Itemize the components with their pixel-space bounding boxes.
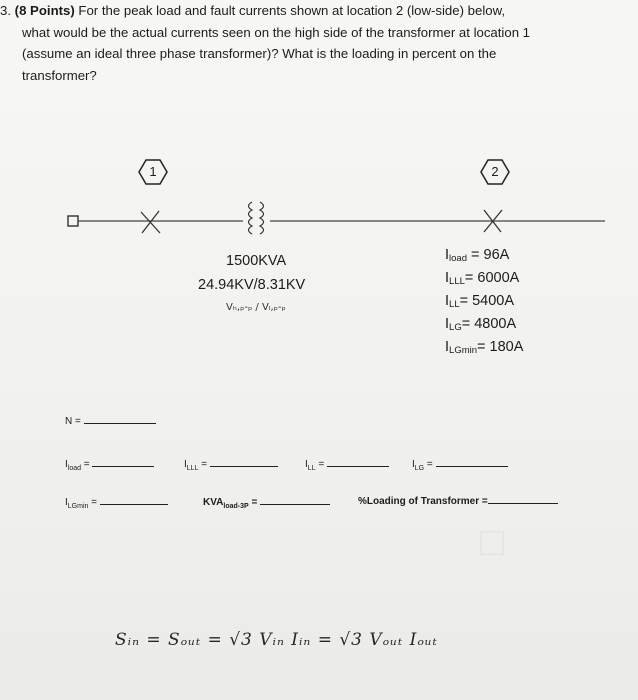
answer-ilg: $I_{LG}$ = xyxy=(412,459,508,472)
fault-lll-value: $I_{LLL}= 6000A$ xyxy=(445,270,520,287)
question-text-1: For the peak load and fault currents shown at location 2 (low-side) below, xyxy=(74,3,506,18)
answer-ill: $I_{LL}$ = xyxy=(305,459,389,472)
question-points: (8 Points) xyxy=(14,3,75,18)
transformer-primary-coil xyxy=(249,202,253,234)
location-1-marker xyxy=(138,159,168,185)
answer-ill-line[interactable] xyxy=(327,466,389,467)
bleed-through-mark: □ xyxy=(480,520,505,564)
voltage-notation: Vₕ,ₚ-ₚ / Vₗ,ₚ-ₚ xyxy=(226,302,286,313)
fault-lgmin-value: $I_{LGmin}= 180A$ xyxy=(445,339,524,356)
answer-ilg-line[interactable] xyxy=(436,466,508,467)
source-box xyxy=(68,216,78,226)
answer-iload-line[interactable] xyxy=(92,466,154,467)
location-2-marker xyxy=(480,159,510,185)
answer-loading-line[interactable] xyxy=(488,503,558,504)
transformer-secondary-coil xyxy=(260,202,264,234)
answer-ilgmin: $I_{LGmin}$ = xyxy=(65,497,168,510)
question-line-2: what would be the actual currents seen on the high side of the transformer at location 1 xyxy=(22,24,531,40)
fault-ll-value: $I_{LL}= 5400A$ xyxy=(445,293,515,310)
question-line-3: (assume an ideal three phase transformer)? What is the loading in percent on the xyxy=(22,46,497,61)
answer-iload: $I_{load}$ = xyxy=(65,459,154,472)
answer-ilgmin-line[interactable] xyxy=(100,504,168,505)
question-line-4: transformer? xyxy=(22,67,97,83)
handwritten-formula: Sᵢₙ = Sₒᵤₜ = √3 Vᵢₙ Iᵢₙ = √3 Vₒᵤₜ Iₒᵤₜ xyxy=(115,630,438,650)
fault-load-value: $I_{load} = 96A$ xyxy=(445,247,510,264)
answer-illl-line[interactable] xyxy=(210,466,278,467)
answer-illl: $I_{LLL}$ = xyxy=(184,459,278,472)
transformer-rating: 1500KVA xyxy=(226,253,287,269)
location-2-label: 2 xyxy=(491,164,499,179)
answer-kva-line[interactable] xyxy=(260,504,330,505)
answer-kva: $KVA_{load-3P}$ = xyxy=(203,497,330,510)
question-number: 3. xyxy=(0,3,11,18)
location-1-label: 1 xyxy=(149,164,157,179)
fault-lg-value: $I_{LG}= 4800A$ xyxy=(445,316,517,333)
answer-n-line[interactable] xyxy=(84,423,156,424)
transformer-voltage-ratio: 24.94KV/8.31KV xyxy=(198,277,306,293)
answer-n: N = xyxy=(65,416,156,427)
answer-loading: %Loading of Transformer = xyxy=(358,496,558,507)
